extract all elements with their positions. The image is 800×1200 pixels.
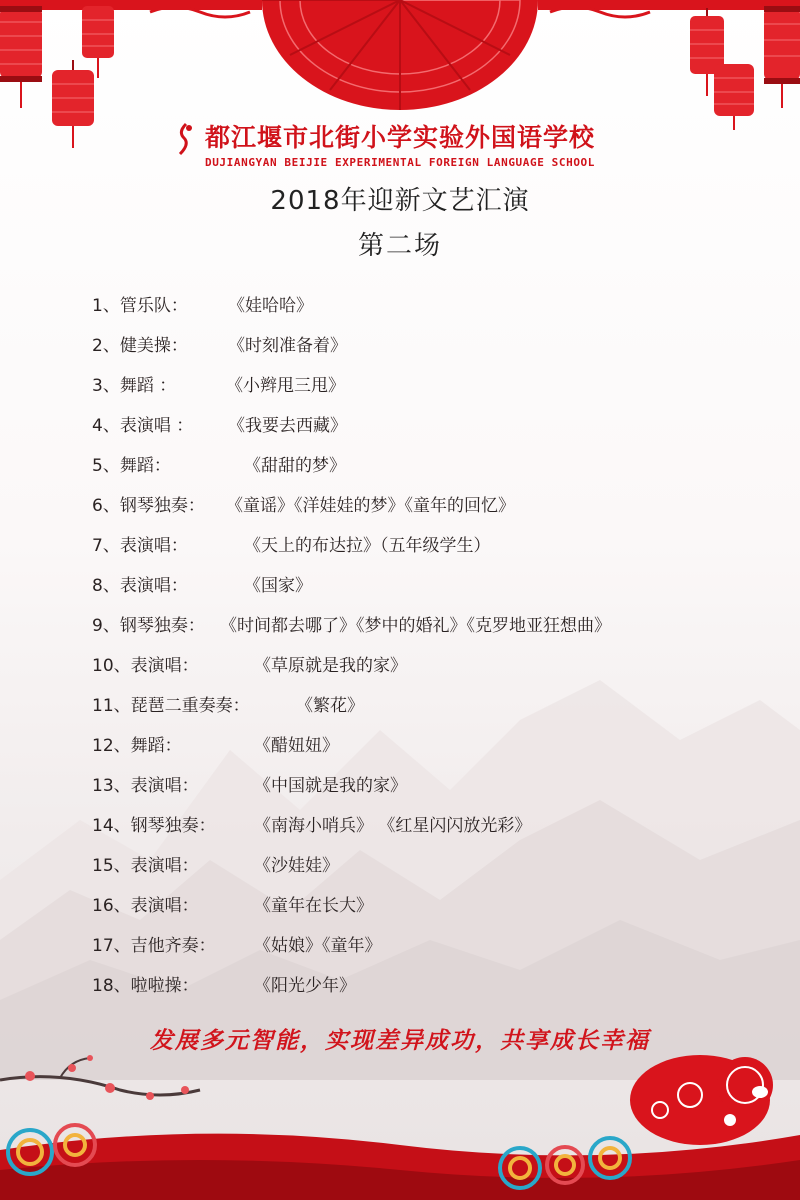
- program-piece: 《姑娘》《童年》: [254, 936, 382, 956]
- program-item: [92, 532, 772, 572]
- program-piece: 《童谣》《洋娃娃的梦》《童年的回忆》: [226, 496, 515, 516]
- program-item: [92, 732, 772, 772]
- program-act: 13、表演唱：: [92, 776, 199, 796]
- slogan: 发展多元智能，实现差异成功，共享成长幸福: [150, 1027, 650, 1054]
- program-act: 14、钢琴独奏：: [92, 816, 216, 836]
- paper-cut-pig-icon: [630, 1055, 773, 1145]
- program-act: 10、表演唱：: [92, 656, 199, 676]
- footer-decoration: [0, 1040, 800, 1200]
- program-item: [92, 412, 772, 452]
- program-item: [92, 772, 772, 812]
- program-act: 16、表演唱：: [92, 896, 199, 916]
- page-title: 2018年迎新文艺汇演: [270, 186, 530, 216]
- program-piece: 《沙娃娃》: [254, 856, 339, 876]
- program-piece: 《童年在长大》: [254, 896, 373, 916]
- program-act: 17、吉他齐奏：: [92, 936, 216, 956]
- program-act: 2、健美操：: [92, 336, 188, 356]
- school-name-en: DUJIANGYAN BEIJIE EXPERIMENTAL FOREIGN LANGUAGE SCHOOL: [204, 156, 596, 169]
- program-piece: 《时刻准备着》: [228, 336, 347, 356]
- program-item: [92, 652, 772, 692]
- program-act: 6、钢琴独奏：: [92, 496, 205, 516]
- lantern-icon: [760, 0, 800, 110]
- program-piece: 《甜甜的梦》: [244, 456, 346, 476]
- program-act: 9、钢琴独奏：: [92, 616, 205, 636]
- program-item: [92, 612, 772, 652]
- program-act: 11、琵琶二重奏奏：: [92, 696, 250, 716]
- program-item: [92, 332, 772, 372]
- program-act: 4、表演唱 ：: [92, 416, 194, 436]
- program-act: 18、啦啦操：: [92, 976, 199, 996]
- program-item: [92, 812, 772, 852]
- program-piece: 《草原就是我的家》: [254, 656, 407, 676]
- page-subtitle: 第二场: [357, 231, 442, 261]
- program-piece: 《醋妞妞》: [254, 736, 339, 756]
- school-name-cn: 都江堰市北街小学实验外国语学校: [204, 123, 595, 152]
- program-act: 15、表演唱：: [92, 856, 199, 876]
- program-act: 12、舞蹈：: [92, 736, 182, 756]
- program-item: [92, 492, 772, 532]
- program-piece: 《娃哈哈》: [228, 296, 313, 316]
- program-item: [92, 972, 772, 1012]
- program-item: [92, 452, 772, 492]
- program-item: [92, 372, 772, 412]
- program-item: [92, 852, 772, 892]
- lantern-icon: [0, 0, 50, 110]
- program-act: 3、舞蹈 ：: [92, 376, 177, 396]
- program-act: 8、表演唱：: [92, 576, 188, 596]
- program-piece: 《小辫甩三甩》: [226, 376, 345, 396]
- plum-blossom-icon: [0, 1055, 200, 1100]
- program-piece: 《时间都去哪了》《梦中的婚礼》《克罗地亚狂想曲》: [220, 616, 611, 636]
- program-act: 5、舞蹈：: [92, 456, 171, 476]
- program-piece: 《南海小哨兵》 《红星闪闪放光彩》: [254, 816, 532, 836]
- program-item: [92, 932, 772, 972]
- program-act: 7、表演唱：: [92, 536, 188, 556]
- program-piece: 《阳光少年》: [254, 976, 356, 996]
- program-item: [92, 572, 772, 612]
- program-piece: 《国家》: [244, 576, 312, 596]
- program-piece: 《天上的布达拉》（五年级学生）: [244, 536, 491, 556]
- program-piece: 《中国就是我的家》: [254, 776, 407, 796]
- paper-fan-icon: [0, 0, 800, 130]
- school-header: [0, 118, 800, 169]
- program-act: 1、管乐队：: [92, 296, 188, 316]
- program-piece: 《我要去西藏》: [228, 416, 347, 436]
- program-item: [92, 692, 772, 732]
- program-list: [92, 292, 772, 1012]
- program-piece: 《繁花》: [296, 696, 364, 716]
- program-item: [92, 892, 772, 932]
- lantern-icon: [80, 0, 116, 80]
- program-item: [92, 292, 772, 332]
